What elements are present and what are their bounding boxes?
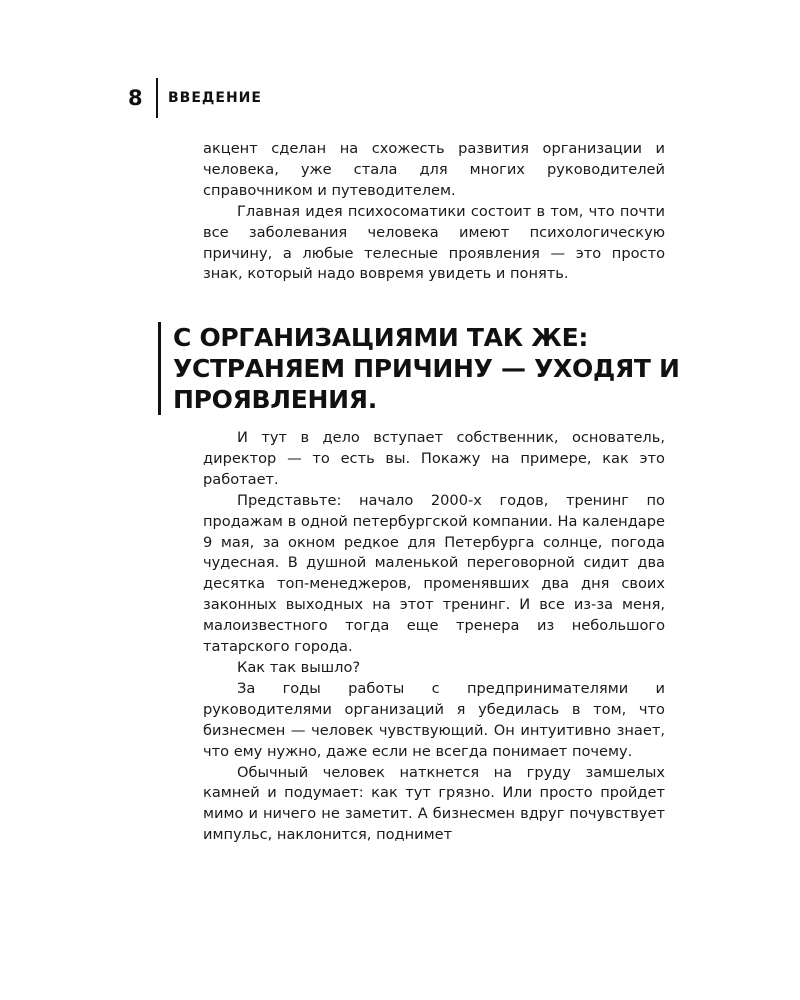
paragraph: И тут в дело вступает собственник, основатель, директор — то есть вы. Покажу на примере, как это работает.	[203, 429, 665, 488]
subheading-text: С ОРГАНИЗАЦИЯМИ ТАК ЖЕ: УСТРАНЯЕМ ПРИЧИНУ — УХОДЯТ И ПРОЯВЛЕНИЯ.	[173, 323, 680, 414]
paragraph: Главная идея психосоматики состоит в том, что почти все заболевания человека имеют психологическую причину, а любые телесные проявления — это просто знак, который надо вовремя увидеть и понять.	[203, 202, 665, 283]
paragraph: Представьте: начало 2000-х годов, тренинг по продажам в одной петербургской компании. На календаре 9 мая, за окном редкое для Петербурга солнце, погода чудесная. В душной маленькой переговорной сидит два десятка топ-менеджеров, променявших два дня своих законных выходных на этот тренинг. И все из-за меня, малоизвестного тогда еще тренера из небольшого татарского города.	[203, 491, 665, 656]
section-title: ВВЕДЕНИЕ	[168, 90, 262, 106]
running-head-divider	[156, 78, 158, 118]
paragraph: акцент сделан на схожесть развития организации и человека, уже стала для многих руководителей справочником и путеводителем.	[203, 140, 665, 199]
paragraph: Как так вышло?	[237, 658, 361, 676]
running-head	[128, 78, 262, 118]
subheading	[158, 322, 683, 415]
paragraph: За годы работы с предпринимателями и руководителями организаций я убедилась в том, что бизнесмен — человек чувствующий. Он интуитивно знает, что ему нужно, даже если не всегда понимает почему.	[203, 679, 665, 760]
page-number: 8	[128, 86, 143, 110]
body-text-top	[203, 139, 665, 285]
paragraph: Обычный человек наткнется на груду замшелых камней и подумает: как тут грязно. Или просто пройдет мимо и ничего не заметит. А бизнесмен вдруг почувствует импульс, наклонится, поднимет	[203, 763, 665, 844]
body-text-main	[203, 428, 665, 846]
